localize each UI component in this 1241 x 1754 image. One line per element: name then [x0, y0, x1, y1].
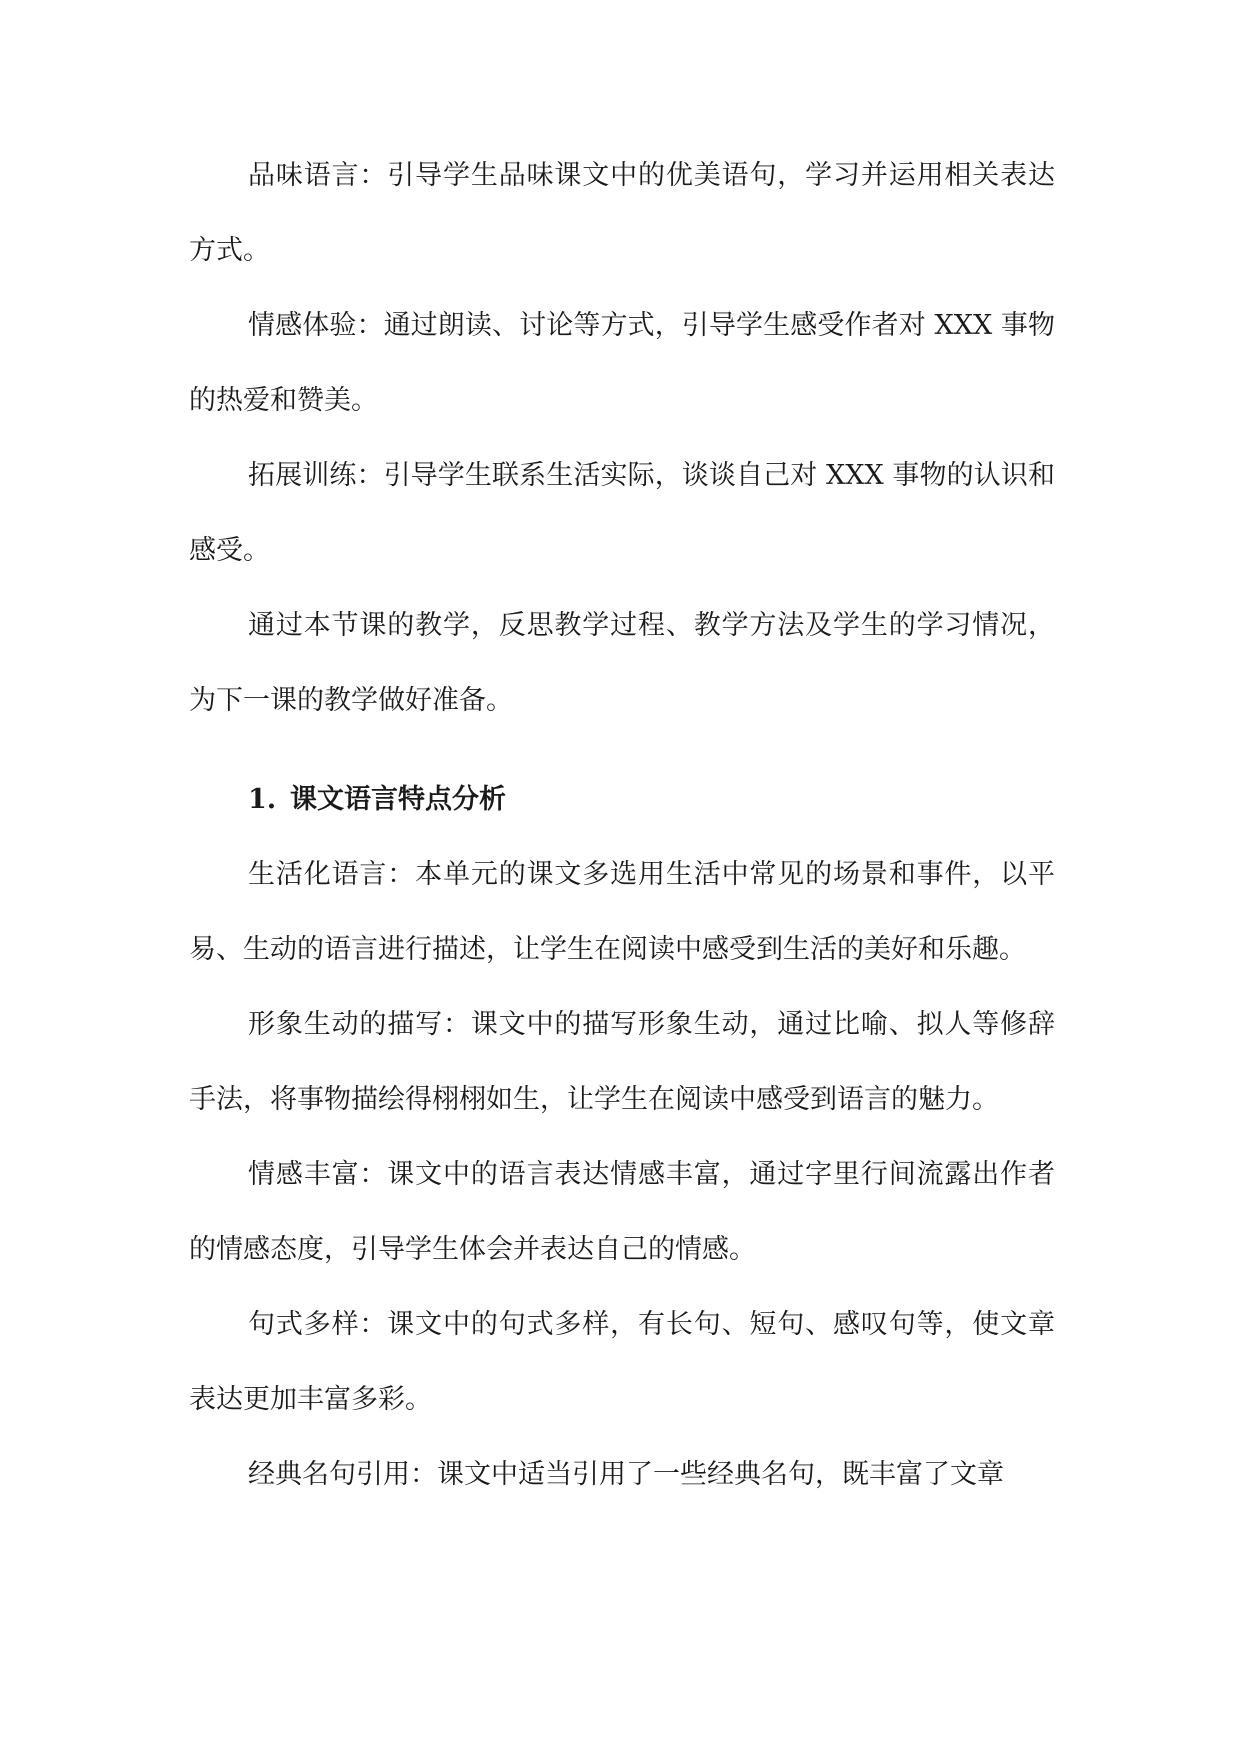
- paragraph-extension-training: 拓展训练：引导学生联系生活实际，谈谈自己对 XXX 事物的认识和感受。: [189, 460, 1055, 566]
- paragraph-taste-language: 品味语言：引导学生品味课文中的优美语句，学习并运用相关表达方式。: [189, 160, 1055, 266]
- paragraph-emotional-experience: 情感体验：通过朗读、讨论等方式，引导学生感受作者对 XXX 事物的热爱和赞美。: [189, 310, 1055, 416]
- paragraph-varied-sentences: 句式多样：课文中的句式多样，有长句、短句、感叹句等，使文章表达更加丰富多彩。: [189, 1309, 1055, 1415]
- section-heading: [189, 762, 1055, 837]
- paragraph-classic-quotes: 经典名句引用：课文中适当引用了一些经典名句，既丰富了文章: [248, 1459, 1004, 1490]
- paragraph-rich-emotion: 情感丰富：课文中的语言表达情感丰富，通过字里行间流露出作者的情感态度，引导学生体会并表达自己的情感。: [189, 1159, 1055, 1265]
- document-page: [189, 138, 1055, 1512]
- section-number: 1.: [248, 784, 277, 815]
- paragraph-reflection: 通过本节课的教学，反思教学过程、教学方法及学生的学习情况，为下一课的教学做好准备。: [189, 610, 1055, 716]
- paragraph-everyday-language: 生活化语言：本单元的课文多选用生活中常见的场景和事件，以平易、生动的语言进行描述，让学生在阅读中感受到生活的美好和乐趣。: [189, 859, 1055, 965]
- paragraph-vivid-description: 形象生动的描写：课文中的描写形象生动，通过比喻、拟人等修辞手法，将事物描绘得栩栩如生，让学生在阅读中感受到语言的魅力。: [189, 1009, 1055, 1115]
- section-title: 课文语言特点分析: [290, 784, 506, 815]
